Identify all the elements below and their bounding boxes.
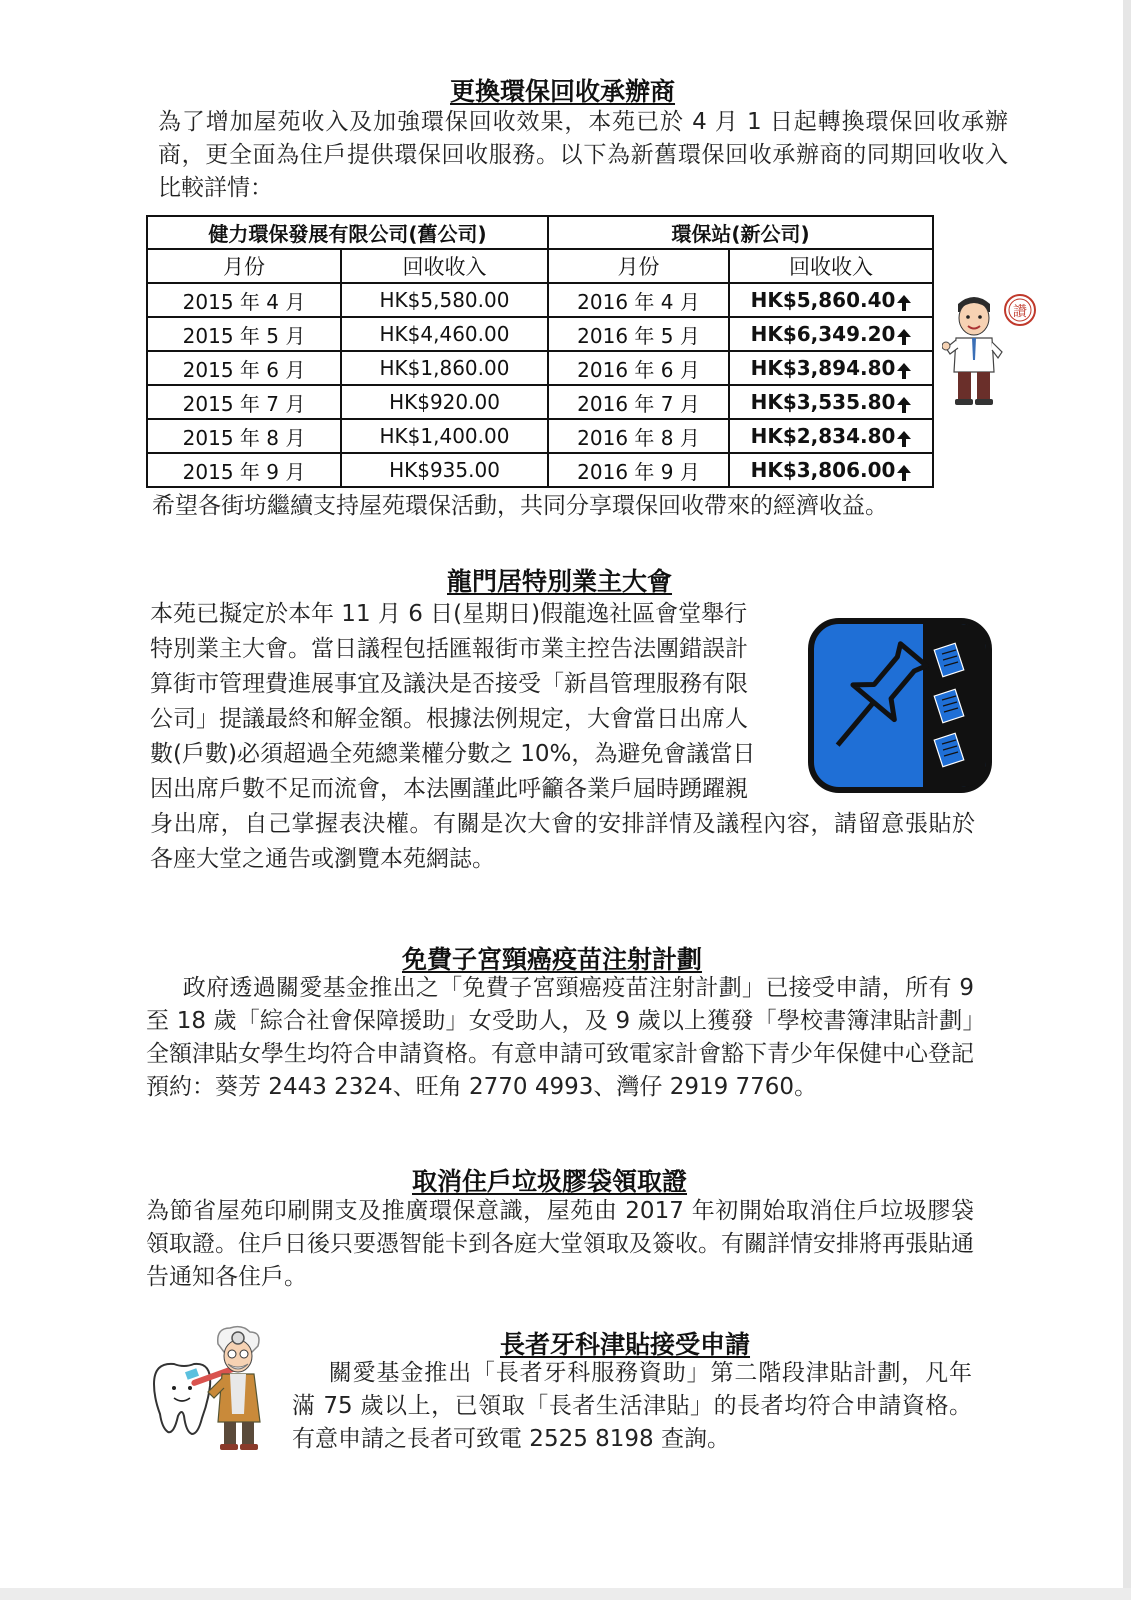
old-income-cell: HK$920.00: [341, 385, 548, 419]
old-month-cell: 2015 年 8 月: [147, 419, 341, 453]
new-income-value: HK$2,834.80: [750, 424, 896, 448]
dentist-tooth-icon: [146, 1322, 286, 1457]
recycling-closing: 希望各街坊繼續支持屋苑環保活動，共同分享環保回收帶來的經濟收益。: [152, 493, 888, 519]
owners-meeting-line: 公司」提議最終和解金額。根據法例規定，大會當日出席人: [150, 706, 748, 732]
old-income-cell: HK$1,860.00: [341, 351, 548, 385]
new-income-value: HK$6,349.20: [750, 322, 896, 346]
new-income-cell: [729, 453, 933, 487]
owners-meeting-line: 本苑已擬定於本年 11 月 6 日(星期日)假龍逸社區會堂舉行: [150, 601, 748, 627]
old-month-cell: 2015 年 7 月: [147, 385, 341, 419]
recycling-intro: 為了增加屋苑收入及加強環保回收效果，本苑已於 4 月 1 日起轉換環保回收承辦商，更全面為住戶提供環保回收服務。以下為新舊環保回收承辦商的同期回收收入比較詳情：: [158, 109, 1008, 201]
new-income-value: HK$3,806.00: [750, 458, 896, 482]
column-header-income: 回收收入: [341, 249, 548, 283]
new-income-value: HK$5,860.40: [750, 288, 896, 312]
old-income-cell: HK$5,580.00: [341, 283, 548, 317]
new-income-cell: [729, 351, 933, 385]
hpv-vaccine-body: 政府透過關愛基金推出之「免費子宮頸癌疫苗注射計劃」已接受申請，所有 9 至 18 歲「綜合社會保障援助」女受助人，及 9 歲以上獲發「學校書簿津貼計劃」全額津貼女學生均符合申請資格。有意申請可致電家計會豁下青少年保健中心登記預約：葵芳 2443 2324、旺角 2770 4993、灣仔 2919 7760。: [146, 975, 974, 1100]
new-month-cell: 2016 年 4 月: [548, 283, 729, 317]
new-company-header: 環保站(新公司): [548, 216, 933, 249]
new-month-cell: 2016 年 6 月: [548, 351, 729, 385]
old-income-cell: HK$935.00: [341, 453, 548, 487]
owners-meeting-line: 數(戶數)必須超過全苑總業權分數之 10%，為避免會議當日: [150, 741, 756, 767]
recycling-income-table: [146, 215, 934, 488]
old-income-cell: HK$1,400.00: [341, 419, 548, 453]
badge-text: 讚: [1013, 304, 1027, 320]
new-month-cell: 2016 年 5 月: [548, 317, 729, 351]
section-title-elderly-dental: 長者牙科津貼接受申請: [500, 1330, 751, 1359]
old-month-cell: 2015 年 5 月: [147, 317, 341, 351]
new-month-cell: 2016 年 9 月: [548, 453, 729, 487]
up-arrow-icon: [897, 397, 911, 405]
elderly-dental-body: 關愛基金推出「長者牙科服務資助」第二階段津貼計劃，凡年滿 75 歲以上，已領取「長者生活津貼」的長者均符合申請資格。有意申請之長者可致電 2525 8198 查詢。: [292, 1360, 972, 1452]
new-income-cell: [729, 385, 933, 419]
page-edge: [0, 1588, 1131, 1600]
table-row: [147, 419, 933, 453]
new-income-cell: [729, 283, 933, 317]
table-row: [147, 351, 933, 385]
table-row: [147, 283, 933, 317]
up-arrow-icon: [897, 295, 911, 303]
new-income-cell: [729, 317, 933, 351]
owners-meeting-line: 算街市管理費進展事宜及議決是否接受「新昌管理服務有限: [150, 671, 748, 697]
new-month-cell: 2016 年 8 月: [548, 419, 729, 453]
garbage-bag-pass-body: 為節省屋苑印刷開支及推廣環保意識，屋苑由 2017 年初開始取消住戶垃圾膠袋領取證。住戶日後只要憑智能卡到各庭大堂領取及簽收。有關詳情安排將再張貼通告通知各住戶。: [146, 1198, 974, 1290]
table-row: [147, 317, 933, 351]
page-edge: [1123, 0, 1131, 1600]
column-header-month: 月份: [548, 249, 729, 283]
up-arrow-icon: [897, 329, 911, 337]
owners-meeting-line: 特別業主大會。當日議程包括匯報街市業主控告法團錯誤計: [150, 636, 748, 662]
up-arrow-icon: [897, 431, 911, 439]
thumbs-up-man-icon: [942, 290, 1042, 408]
old-company-header: 健力環保發展有限公司(舊公司): [147, 216, 548, 249]
up-arrow-icon: [897, 465, 911, 473]
old-month-cell: 2015 年 4 月: [147, 283, 341, 317]
new-month-cell: 2016 年 7 月: [548, 385, 729, 419]
section-title-garbage-bag-pass: 取消住戶垃圾膠袋領取證: [412, 1167, 688, 1196]
column-header-month: 月份: [147, 249, 341, 283]
owners-meeting-body: [150, 597, 800, 807]
old-month-cell: 2015 年 9 月: [147, 453, 341, 487]
section-title-hpv-vaccine: 免費子宮頸癌疫苗注射計劃: [402, 945, 703, 974]
owners-meeting-tail: 身出席，自己掌握表決權。有關是次大會的安排詳情及議程內容，請留意張貼於各座大堂之通告或瀏覽本苑網誌。: [150, 811, 975, 872]
new-income-cell: [729, 419, 933, 453]
section-title-owners-meeting: 龍門居特別業主大會: [447, 567, 673, 596]
old-month-cell: 2015 年 6 月: [147, 351, 341, 385]
up-arrow-icon: [897, 363, 911, 371]
owners-meeting-line: 因出席戶數不足而流會，本法團謹此呼籲各業戶屆時踴躍親: [150, 776, 748, 802]
column-header-income: 回收收入: [729, 249, 933, 283]
new-income-value: HK$3,894.80: [750, 356, 896, 380]
table-row: [147, 453, 933, 487]
pushpin-notice-icon: [808, 618, 992, 793]
section-title-recycling: 更換環保回收承辦商: [450, 77, 676, 106]
old-income-cell: HK$4,460.00: [341, 317, 548, 351]
table-row: [147, 385, 933, 419]
new-income-value: HK$3,535.80: [750, 390, 896, 414]
